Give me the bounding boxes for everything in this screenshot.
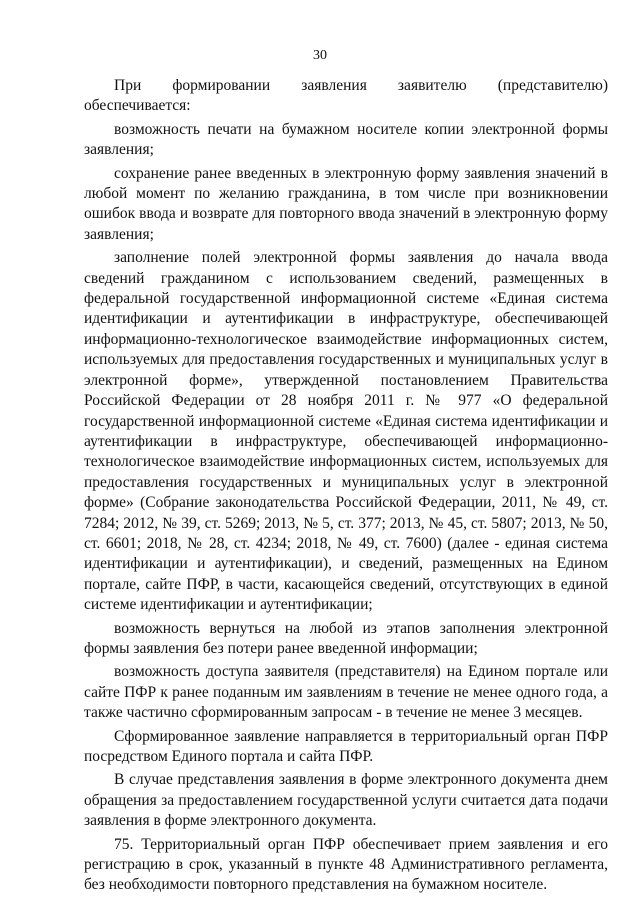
paragraph-print-copy: возможность печати на бумажном носителе копии электронной формы заявления;: [84, 120, 608, 159]
paragraph-item-75: 75. Территориальный орган ПФР обеспечивает прием заявления и его регистрацию в срок, указанный в пункте 48 Административного регламента, без необходимости повторного представления на бумажном носителе.: [84, 835, 608, 894]
paragraph-application-date: В случае представления заявления в форме электронного документа днем обращения за предоставлением государственной услуги считается дата подачи заявления в форме электронного документа.: [84, 771, 608, 830]
paragraph-intro: При формировании заявления заявителю (представителю) обеспечивается:: [84, 77, 608, 115]
paragraph-autofill-esia: заполнение полей электронной формы заявления до начала ввода сведений гражданином с использованием сведений, размещенных в федеральной государственной информационной системе «Единая система идентификации и аутентификации в инфраструктуре, обеспечивающей информационно-технологическое взаимодействие информационных систем, используемых для предоставления государственных и муниципальных услуг в электронной форме», утвержденной постановлением Правительства Российской Федерации от 28 ноября 2011 г. № 977 «О федеральной государственной информационной системе «Единая система идентификации и аутентификации в инфраструктуре, обеспечивающей информационно-технологическое взаимодействие информационных систем, используемых для предоставления государственных и муниципальных услуг в электронной форме» (Собрание законодательства Российской Федерации, 2011, № 49, ст. 7284; 2012, № 39, ст. 5269; 2013, № 5, ст. 377; 2013, № 45, ст. 5807; 2013, № 50, ст. 6601; 2018, № 28, ст. 4234; 2018, № 49, ст. 7600) (далее - единая система идентификации и аутентификации), и сведений, размещенных на Едином портале, сайте ПФР, в части, касающейся сведений, отсутствующих в единой системе идентификации и аутентификации;: [84, 249, 608, 614]
page-number: 30: [313, 48, 327, 63]
document-body: [84, 76, 608, 899]
paragraph-return-to-step: возможность вернуться на любой из этапов заполнения электронной формы заявления без потери ранее введенной информации;: [84, 619, 608, 657]
paragraph-access-history: возможность доступа заявителя (представителя) на Едином портале или сайте ПФР к ранее поданным им заявлениям в течение не менее одного года, а также частично сформированным запросам - в течение не менее 3 месяцев.: [84, 663, 608, 722]
paragraph-save-values: сохранение ранее введенных в электронную форму заявления значений в любой момент по желанию гражданина, в том числе при возникновении ошибок ввода и возврате для повторного ввода значений в электронную форму заявления;: [84, 164, 608, 243]
paragraph-submission: Сформированное заявление направляется в территориальный орган ПФР посредством Единого портала и сайта ПФР.: [84, 727, 608, 765]
